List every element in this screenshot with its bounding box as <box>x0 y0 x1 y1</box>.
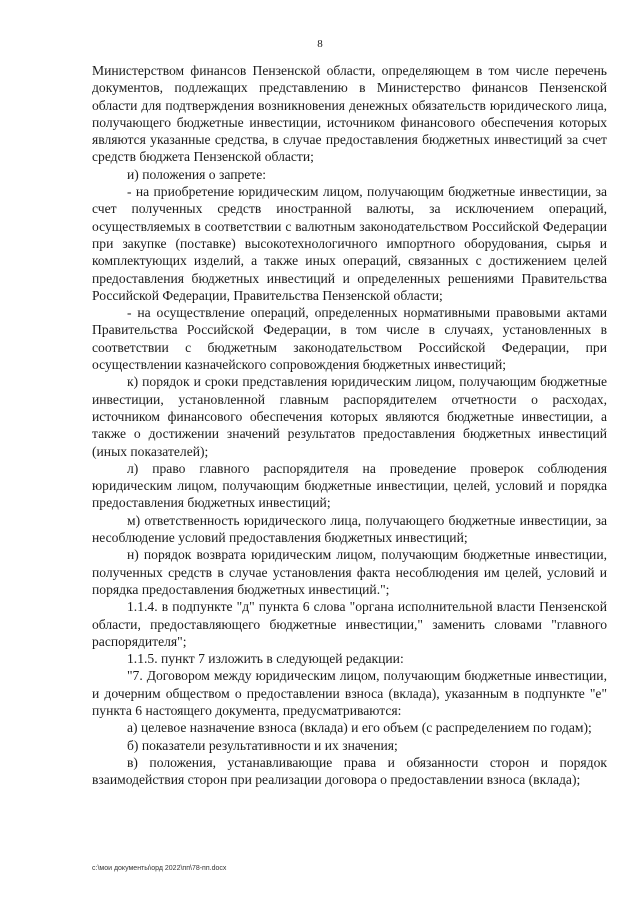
document-paragraph: в) положения, устанавливающие права и обязанности сторон и порядок взаимодействия сторон при реализации договора о предоставлении взноса (вклада); <box>92 754 607 788</box>
document-body <box>92 62 607 788</box>
document-paragraph: м) ответственность юридического лица, получающего бюджетные инвестиции, за несоблюдение условий предоставления бюджетных инвестиций; <box>92 512 607 546</box>
document-paragraph: б) показатели результативности и их значения; <box>127 737 398 753</box>
document-paragraph: и) положения о запрете: <box>127 166 267 182</box>
document-paragraph: 1.1.4. в подпункте "д" пункта 6 слова "органа исполнительной власти Пензенской области, предоставляющего бюджетные инвестиции," заменить словами "главного распорядителя"; <box>92 599 607 649</box>
document-paragraph: - на осуществление операций, определенных нормативными правовыми актами Правительства Российской Федерации, в том числе в случаях, установленных в соответствии с бюджетным законодательством Российской Федерации, при осуществлении казначейского сопровождения бюджетных инвестиций; <box>92 305 607 373</box>
file-path-footer: c:\мои документы\орд 2022\пп\78-пп.docx <box>92 865 227 872</box>
document-paragraph: к) порядок и сроки представления юридическим лицом, получающим бюджетные инвестиции, установленной главным распорядителем отчетности о расходах, источником финансового обеспечения которых являются бюджетные инвестиции, а также о достижении значений результатов предоставления бюджетных инвестиций (иных показателей); <box>92 374 607 459</box>
document-paragraph: "7. Договором между юридическим лицом, получающим бюджетные инвестиции, и дочерним обществом о предоставлении взноса (вклада), указанным в подпункте "е" пункта 6 настоящего документа, предусматриваются: <box>92 668 607 718</box>
document-paragraph: Министерством финансов Пензенской области, определяющем в том числе перечень документов, подлежащих представлению в Министерство финансов Пензенской области для подтверждения возникновения денежных обязательств юридического лица, получающего бюджетные инвестиции, источником финансового обеспечения которых являются указанные средства, в случае предоставления бюджетных инвестиций за счет средств бюджета Пензенской области; <box>92 63 607 165</box>
page-number: 8 <box>317 38 323 50</box>
document-paragraph: л) право главного распорядителя на проведение проверок соблюдения юридическим лицом, получающим бюджетные инвестиции, целей, условий и порядка предоставления бюджетных инвестиций; <box>92 460 607 511</box>
document-paragraph: - на приобретение юридическим лицом, получающим бюджетные инвестиции, за счет полученных средств иностранной валюты, за исключением операций, осуществляемых в соответствии с валютным законодательством Российской Федерации при закупке (поставке) высокотехнологичного импортного оборудования, сырья и комплектующих изделий, а также иных операций, связанных с достижением целей предоставления бюджетных инвестиций и определенных решениями Правительства Российской Федерации, Правительства Пензенской области; <box>92 184 607 303</box>
document-paragraph: а) целевое назначение взноса (вклада) и его объем (с распределением по годам); <box>127 720 592 736</box>
document-paragraph: 1.1.5. пункт 7 изложить в следующей редакции: <box>127 651 404 667</box>
document-paragraph: н) порядок возврата юридическим лицом, получающим бюджетные инвестиции, полученных средств в случае установления факта несоблюдения им целей, условий и порядка предоставления бюджетных инвестиций."; <box>92 547 607 597</box>
